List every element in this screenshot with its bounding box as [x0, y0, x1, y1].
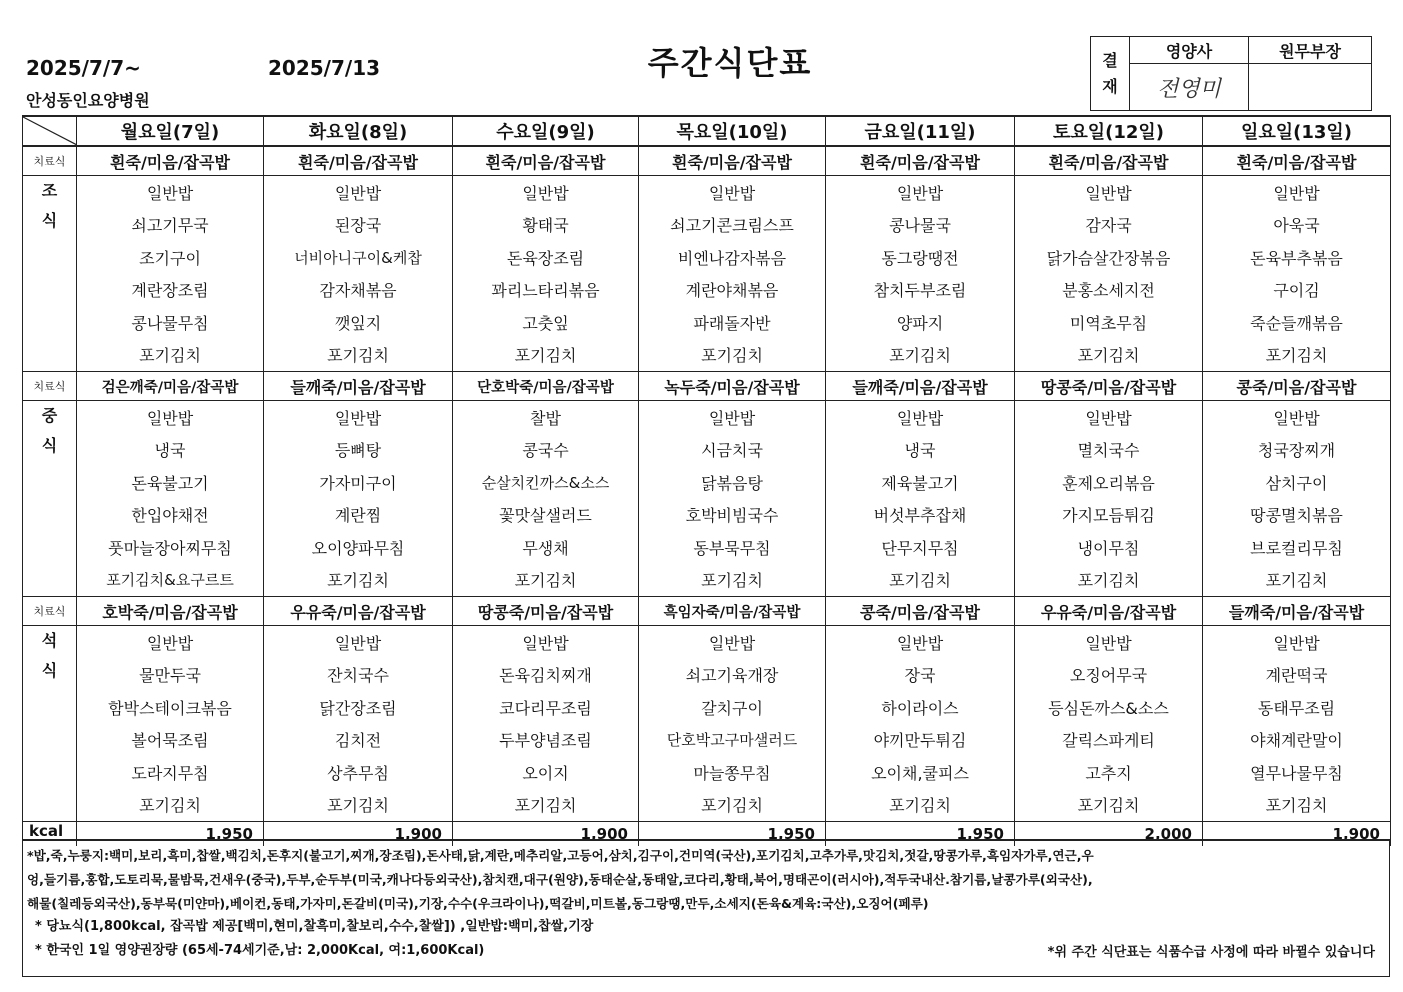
menu-row: [23, 724, 1391, 757]
menu-row: [23, 466, 1391, 499]
menu-item: 일반밥: [826, 626, 1015, 659]
day-header: 금요일(11일): [826, 116, 1015, 146]
kcal-label: kcal: [23, 822, 77, 847]
menu-item: 버섯부추잡채: [826, 499, 1015, 532]
menu-item: 가지모듬튀김: [1015, 499, 1203, 532]
menu-item: 단호박고구마샐러드: [639, 724, 826, 757]
origin-line-1: *밥,죽,누룽지:백미,보리,흑미,찹쌀,백김치,돈후지(불고기,찌개,장조림),돈사태,닭,계란,메추리알,고등어,삼치,김구이,건미역(국산),포기김치,고추가루,맛김치,젓갈,땅콩가루,흑임자가루,연근,우: [27, 848, 1094, 863]
menu-item: 포기김치: [1203, 339, 1391, 372]
therapeutic-cell: 우유죽/미음/잡곡밥: [1015, 597, 1203, 626]
menu-item: 땅콩멸치볶음: [1203, 499, 1391, 532]
menu-row: [23, 176, 1391, 209]
menu-row: [23, 306, 1391, 339]
therapeutic-label: 치료식: [23, 372, 77, 401]
origin-line-2: 엉,들기름,홍합,도토리묵,물밤묵,건새우(중국),두부,순두부(미국,캐나다등외국산),참치캔,대구(원양),동태순살,동태알,코다리,황태,북어,명태곤이(러시아),적두국내산.참기름,날콩가루(외국산),: [27, 872, 1093, 887]
menu-item: 닭가슴살간장볶음: [1015, 241, 1203, 274]
therapeutic-cell: 흰죽/미음/잡곡밥: [453, 146, 639, 176]
menu-item: 일반밥: [826, 401, 1015, 434]
menu-item: 포기김치: [639, 564, 826, 597]
menu-item: 포기김치: [1203, 789, 1391, 822]
menu-item: 분홍소세지전: [1015, 274, 1203, 307]
therapeutic-cell: 흰죽/미음/잡곡밥: [264, 146, 453, 176]
meal-label-dinner: [23, 626, 77, 822]
menu-item: 볼어묵조림: [77, 724, 264, 757]
approval-label-bottom: 재: [1102, 76, 1118, 96]
meal-label-bottom: 식: [41, 211, 58, 230]
menu-item: 돈육김치찌개: [453, 659, 639, 692]
rda-note: * 한국인 1일 영양권장량 (65세-74세기준,남: 2,000Kcal, 여:1,600Kcal): [35, 943, 485, 958]
menu-row: [23, 241, 1391, 274]
menu-item: 일반밥: [1203, 176, 1391, 209]
menu-item: 포기김치: [264, 339, 453, 372]
menu-item: 포기김치: [639, 789, 826, 822]
page-title: 주간식단표: [647, 44, 813, 82]
menu-item: 등심돈까스&소스: [1015, 691, 1203, 724]
menu-item: 죽순들깨볶음: [1203, 306, 1391, 339]
menu-item: 오이양파무침: [264, 531, 453, 564]
therapeutic-cell: 흰죽/미음/잡곡밥: [1203, 146, 1391, 176]
meal-label-breakfast: [23, 176, 77, 372]
menu-item: 갈치구이: [639, 691, 826, 724]
menu-item: 포기김치: [264, 564, 453, 597]
menu-item: 콩국수: [453, 434, 639, 467]
menu-item: 상추무침: [264, 756, 453, 789]
menu-item: 꽃맛살샐러드: [453, 499, 639, 532]
menu-item: 동부묵무침: [639, 531, 826, 564]
menu-item: 오이지: [453, 756, 639, 789]
menu-item: 냉국: [826, 434, 1015, 467]
menu-item: 고추지: [1015, 756, 1203, 789]
menu-item: 너비아니구이&케찹: [264, 241, 453, 274]
menu-item: 포기김치: [77, 789, 264, 822]
menu-item: 일반밥: [1203, 401, 1391, 434]
menu-item: 김치전: [264, 724, 453, 757]
menu-item: 시금치국: [639, 434, 826, 467]
menu-item: 일반밥: [1015, 626, 1203, 659]
menu-item: 동태무조림: [1203, 691, 1391, 724]
menu-item: 오징어무국: [1015, 659, 1203, 692]
menu-row: [23, 274, 1391, 307]
meal-label-top: 중: [41, 406, 58, 425]
hospital-name: 안성동인요양병원: [26, 91, 150, 110]
menu-item: 쇠고기육개장: [639, 659, 826, 692]
menu-item: 제육불고기: [826, 466, 1015, 499]
therapeutic-cell: 흰죽/미음/잡곡밥: [826, 146, 1015, 176]
menu-row: [23, 209, 1391, 242]
therapeutic-label: 치료식: [23, 146, 77, 176]
menu-item: 쇠고기콘크림스프: [639, 209, 826, 242]
menu-item: 물만두국: [77, 659, 264, 692]
menu-item: 파래돌자반: [639, 306, 826, 339]
menu-item: 호박비빔국수: [639, 499, 826, 532]
menu-item: 일반밥: [264, 176, 453, 209]
menu-item: 콩나물국: [826, 209, 1015, 242]
start-date: 2025/7/7~: [26, 56, 141, 80]
menu-item: 일반밥: [77, 176, 264, 209]
menu-item: 야끼만두튀김: [826, 724, 1015, 757]
therapeutic-row-breakfast: [23, 146, 1391, 176]
therapeutic-cell: 흰죽/미음/잡곡밥: [1015, 146, 1203, 176]
menu-item: 순살치킨까스&소스: [453, 466, 639, 499]
menu-item: 두부양념조림: [453, 724, 639, 757]
menu-item: 도라지무침: [77, 756, 264, 789]
menu-item: 계란장조림: [77, 274, 264, 307]
menu-item: 일반밥: [77, 626, 264, 659]
menu-item: 일반밥: [639, 626, 826, 659]
menu-item: 일반밥: [264, 626, 453, 659]
menu-item: 조기구이: [77, 241, 264, 274]
menu-item: 포기김치: [1015, 339, 1203, 372]
menu-item: 고춧잎: [453, 306, 639, 339]
kcal-value: 1,900: [453, 822, 639, 847]
approval-col-dietitian: 영양사: [1130, 37, 1249, 64]
menu-item: 동그랑땡전: [826, 241, 1015, 274]
meal-label-bottom: 식: [41, 436, 58, 455]
menu-item: 포기김치: [1203, 564, 1391, 597]
therapeutic-cell: 콩죽/미음/잡곡밥: [1203, 372, 1391, 401]
day-header: 화요일(8일): [264, 116, 453, 146]
therapeutic-cell: 땅콩죽/미음/잡곡밥: [453, 597, 639, 626]
therapeutic-label: 치료식: [23, 597, 77, 626]
menu-item: 계란야채볶음: [639, 274, 826, 307]
origin-line-3: 해물(칠레등외국산),동부묵(미얀마),베이컨,동태,가자미,돈갈비(미국),기장,수수(우크라이나),떡갈비,미트볼,동그랑땡,만두,소세지(돈육&계육:국산),오징어(페루): [27, 896, 929, 911]
kcal-value: 1,900: [264, 822, 453, 847]
menu-item: 일반밥: [453, 176, 639, 209]
menu-item: 등뼈탕: [264, 434, 453, 467]
menu-row: [23, 499, 1391, 532]
approval-box: [1090, 36, 1372, 111]
menu-item: 아욱국: [1203, 209, 1391, 242]
therapeutic-cell: 단호박죽/미음/잡곡밥: [453, 372, 639, 401]
therapeutic-cell: 들깨죽/미음/잡곡밥: [264, 372, 453, 401]
menu-item: 콩나물무침: [77, 306, 264, 339]
therapeutic-cell: 호박죽/미음/잡곡밥: [77, 597, 264, 626]
menu-item: 구이김: [1203, 274, 1391, 307]
menu-item: 냉국: [77, 434, 264, 467]
menu-row: [23, 434, 1391, 467]
menu-item: 포기김치: [639, 339, 826, 372]
menu-item: 한입야채전: [77, 499, 264, 532]
menu-item: 일반밥: [639, 401, 826, 434]
approval-label-top: 결: [1102, 50, 1118, 70]
meal-label-top: 조: [41, 181, 58, 200]
kcal-value: 1,900: [1203, 822, 1391, 847]
menu-row: [23, 691, 1391, 724]
menu-item: 함박스테이크볶음: [77, 691, 264, 724]
menu-item: 깻잎지: [264, 306, 453, 339]
menu-item: 오이채,쿨피스: [826, 756, 1015, 789]
kcal-value: 1,950: [639, 822, 826, 847]
end-date: 2025/7/13: [268, 56, 381, 80]
menu-item: 장국: [826, 659, 1015, 692]
therapeutic-cell: 우유죽/미음/잡곡밥: [264, 597, 453, 626]
menu-item: 일반밥: [1015, 176, 1203, 209]
menu-row: [23, 626, 1391, 659]
approval-label: [1091, 37, 1130, 111]
manager-signature-box: [1249, 64, 1372, 111]
menu-item: 풋마늘장아찌무침: [77, 531, 264, 564]
therapeutic-cell: 흰죽/미음/잡곡밥: [77, 146, 264, 176]
menu-item: 열무나물무침: [1203, 756, 1391, 789]
therapeutic-cell: 녹두죽/미음/잡곡밥: [639, 372, 826, 401]
therapeutic-cell: 콩죽/미음/잡곡밥: [826, 597, 1015, 626]
therapeutic-cell: 흑임자죽/미음/잡곡밥: [639, 597, 826, 626]
menu-row: [23, 531, 1391, 564]
signature: 전영미: [1130, 64, 1249, 111]
menu-item: 마늘쫑무침: [639, 756, 826, 789]
menu-item: 포기김치: [453, 789, 639, 822]
day-header: 수요일(9일): [453, 116, 639, 146]
menu-item: 포기김치: [453, 564, 639, 597]
menu-item: 된장국: [264, 209, 453, 242]
menu-item: 갈릭스파게티: [1015, 724, 1203, 757]
kcal-value: 1,950: [826, 822, 1015, 847]
menu-item: 돈육장조림: [453, 241, 639, 274]
menu-item: 참치두부조림: [826, 274, 1015, 307]
menu-row: [23, 339, 1391, 372]
diagonal-line-icon: [23, 117, 77, 145]
menu-item: 코다리무조림: [453, 691, 639, 724]
menu-item: 포기김치&요구르트: [77, 564, 264, 597]
menu-item: 일반밥: [453, 626, 639, 659]
menu-item: 닭간장조림: [264, 691, 453, 724]
kcal-value: 2,000: [1015, 822, 1203, 847]
weekly-menu-table: [22, 115, 1391, 846]
diabetic-note: * 당뇨식(1,800kcal, 잡곡밥 제공[백미,현미,찰흑미,찰보리,수수,찰쌀]) ,일반밥:백미,찹쌀,기장: [35, 919, 594, 934]
day-header: 목요일(10일): [639, 116, 826, 146]
menu-item: 미역초무침: [1015, 306, 1203, 339]
day-header: 월요일(7일): [77, 116, 264, 146]
menu-row: [23, 564, 1391, 597]
menu-item: 하이라이스: [826, 691, 1015, 724]
menu-item: 감자국: [1015, 209, 1203, 242]
menu-item: 포기김치: [1015, 564, 1203, 597]
menu-item: 일반밥: [826, 176, 1015, 209]
menu-item: 멸치국수: [1015, 434, 1203, 467]
meal-label-top: 석: [41, 631, 58, 650]
day-header-row: [23, 116, 1391, 146]
menu-item: 야채계란말이: [1203, 724, 1391, 757]
meal-label-bottom: 식: [41, 661, 58, 680]
approval-col-manager: 원무부장: [1249, 37, 1372, 64]
menu-item: 단무지무침: [826, 531, 1015, 564]
menu-item: 삼치구이: [1203, 466, 1391, 499]
menu-item: 일반밥: [1015, 401, 1203, 434]
menu-item: 계란찜: [264, 499, 453, 532]
menu-item: 양파지: [826, 306, 1015, 339]
menu-row: [23, 789, 1391, 822]
menu-item: 감자채볶음: [264, 274, 453, 307]
menu-row: [23, 659, 1391, 692]
menu-item: 무생채: [453, 531, 639, 564]
menu-item: 쇠고기무국: [77, 209, 264, 242]
menu-item: 포기김치: [1015, 789, 1203, 822]
kcal-value: 1,950: [77, 822, 264, 847]
menu-item: 가자미구이: [264, 466, 453, 499]
therapeutic-cell: 땅콩죽/미음/잡곡밥: [1015, 372, 1203, 401]
therapeutic-cell: 흰죽/미음/잡곡밥: [639, 146, 826, 176]
therapeutic-cell: 들깨죽/미음/잡곡밥: [826, 372, 1015, 401]
therapeutic-row-dinner: [23, 597, 1391, 626]
footer-notes: [22, 839, 1390, 977]
meal-label-lunch: [23, 401, 77, 597]
menu-item: 브로컬리무침: [1203, 531, 1391, 564]
menu-item: 포기김치: [453, 339, 639, 372]
corner-cell: [23, 116, 77, 146]
menu-item: 비엔나감자볶음: [639, 241, 826, 274]
menu-item: 포기김치: [826, 564, 1015, 597]
change-note: *위 주간 식단표는 식품수급 사정에 따라 바뀔수 있습니다: [1047, 945, 1375, 960]
menu-item: 일반밥: [264, 401, 453, 434]
menu-item: 포기김치: [264, 789, 453, 822]
menu-item: 꽈리느타리볶음: [453, 274, 639, 307]
menu-item: 포기김치: [77, 339, 264, 372]
menu-item: 계란떡국: [1203, 659, 1391, 692]
menu-item: 돈육부추볶음: [1203, 241, 1391, 274]
menu-item: 포기김치: [826, 339, 1015, 372]
menu-item: 닭볶음탕: [639, 466, 826, 499]
menu-item: 돈육불고기: [77, 466, 264, 499]
menu-item: 포기김치: [826, 789, 1015, 822]
therapeutic-row-lunch: [23, 372, 1391, 401]
day-header: 일요일(13일): [1203, 116, 1391, 146]
menu-item: 잔치국수: [264, 659, 453, 692]
menu-row: [23, 756, 1391, 789]
menu-item: 훈제오리볶음: [1015, 466, 1203, 499]
menu-item: 황태국: [453, 209, 639, 242]
menu-row: [23, 401, 1391, 434]
menu-item: 일반밥: [1203, 626, 1391, 659]
therapeutic-cell: 들깨죽/미음/잡곡밥: [1203, 597, 1391, 626]
menu-item: 냉이무침: [1015, 531, 1203, 564]
menu-item: 일반밥: [77, 401, 264, 434]
menu-item: 찰밥: [453, 401, 639, 434]
day-header: 토요일(12일): [1015, 116, 1203, 146]
menu-item: 청국장찌개: [1203, 434, 1391, 467]
therapeutic-cell: 검은깨죽/미음/잡곡밥: [77, 372, 264, 401]
menu-item: 일반밥: [639, 176, 826, 209]
